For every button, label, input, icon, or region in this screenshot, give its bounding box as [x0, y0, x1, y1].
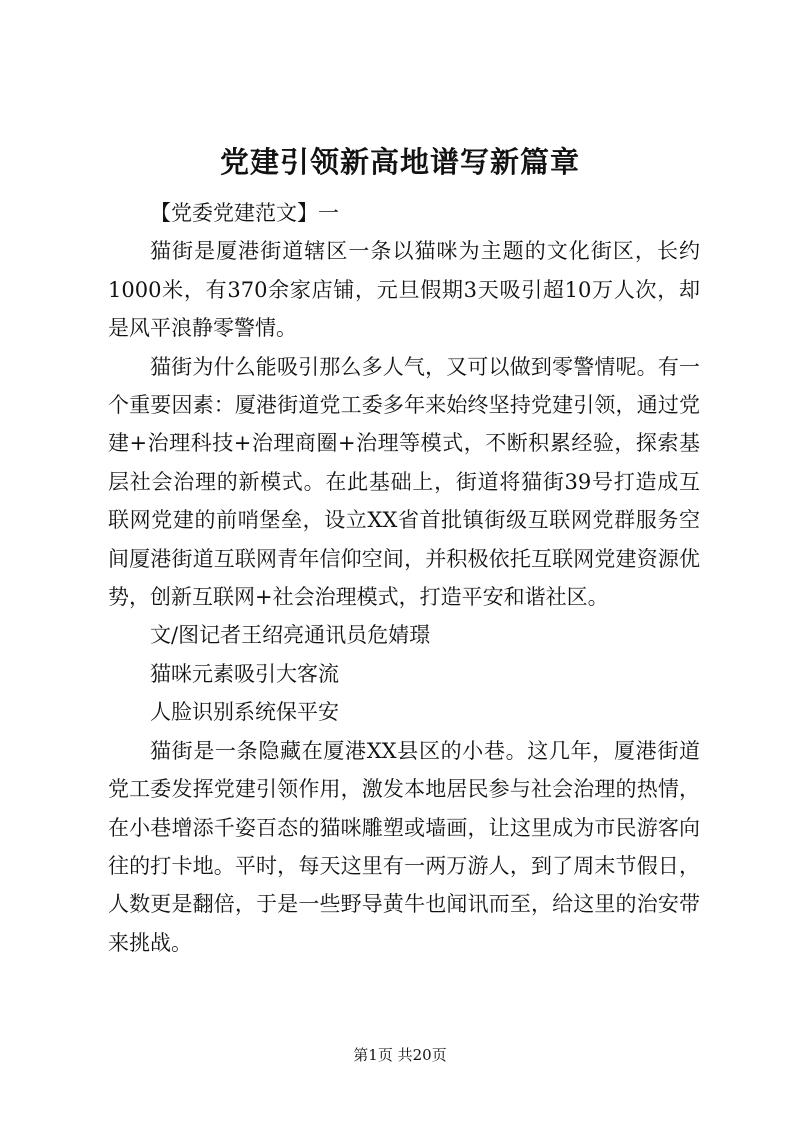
paragraph-reasons: 猫街为什么能吸引那么多人气，又可以做到零警情呢。有一个重要因素：厦港街道党工委多年来始终坚持党建引领，通过党建+治理科技+治理商圈+治理等模式，不断积累经验，探索基层社会治理的新模式。在此基础上，街道将猫街39号打造成互联网党建的前哨堡垒，设立XX省首批镇街级互联网党群服务空间厦港街道互联网青年信仰空间，并积极依托互联网党建资源优势，创新互联网+社会治理模式，打造平安和谐社区。: [108, 354, 700, 610]
document-body: [108, 194, 700, 962]
paragraph-intro: 猫街是厦港街道辖区一条以猫咪为主题的文化街区，长约1000米，有370余家店铺，元旦假期3天吸引超10万人次，却是风平浪静零警情。: [108, 239, 700, 341]
paragraph-subheading-1: 猫咪元素吸引大客流: [150, 661, 339, 686]
paragraph-alley-description: 猫街是一条隐藏在厦港XX县区的小巷。这几年，厦港街道党工委发挥党建引领作用，激发本地居民参与社会治理的热情，在小巷增添千姿百态的猫咪雕塑或墙画，让这里成为市民游客向往的打卡地。平时，每天这里有一两万游人，到了周末节假日，人数更是翻倍，于是一些野导黄牛也闻讯而至，给这里的治安带来挑战。: [108, 738, 700, 955]
page-number-footer: 第1页 共20页: [353, 1046, 447, 1064]
paragraph-category-label: 【党委党建范文】一: [150, 201, 339, 225]
paragraph-subheading-2: 人脸识别系统保平安: [150, 700, 339, 725]
paragraph-byline: 文/图记者王绍亮通讯员危婧璟: [150, 623, 431, 648]
document-title: 党建引领新高地谱写新篇章: [219, 145, 580, 179]
